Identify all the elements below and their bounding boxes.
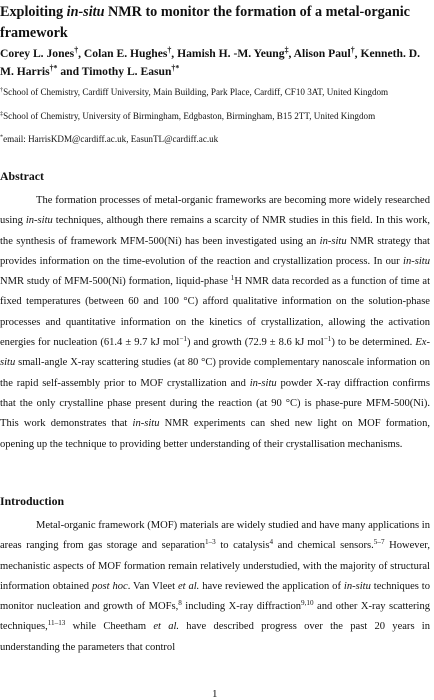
title-italic: in-situ (66, 4, 105, 20)
italic-text: in-situ (319, 235, 347, 247)
page-number: 1 (212, 688, 218, 700)
author-name: Alison Paul (293, 47, 351, 60)
email-mark: * (0, 133, 4, 141)
text-run: techniques to monitor nucleation and growth of MOFs, (0, 580, 430, 613)
affiliation-mark: ‡ (0, 110, 4, 118)
italic-text: in-situ (132, 418, 160, 430)
text-run: including X-ray diffraction (181, 601, 302, 613)
text-run: ) to be determined. (331, 337, 416, 349)
citation-superscript: −1 (179, 335, 187, 344)
text-run: have reviewed the application of (199, 580, 344, 592)
author-mark: †* (171, 63, 180, 73)
italic-text: Ex-situ (0, 337, 430, 369)
citation-superscript: 1 (230, 274, 235, 283)
affiliation-cardiff (0, 86, 430, 98)
title-suffix: NMR to monitor the formation of a metal-organic framework (0, 4, 410, 41)
text-run: ) and growth (72.9 ± 8.6 kJ mol (186, 337, 324, 349)
author-mark: ‡ (284, 45, 289, 55)
text-run: powder X-ray diffraction confirms that the only crystalline phase present during the reaction (at 90 °C) is phase-pure MFM-500(Ni). This work demonstrates that (0, 377, 430, 430)
contact-email (0, 133, 430, 145)
citation-superscript: −1 (323, 335, 332, 344)
author-list: Corey L. Jones†, Colan E. Hughes†, Hamish H. -M. Yeung‡, Alison Paul†, Kenneth. D. M. Harris†* and Timothy L. Easun†* (0, 45, 421, 78)
citation-superscript: 1–3 (205, 538, 216, 547)
author-mark: † (350, 45, 355, 55)
author-mark: † (74, 45, 79, 55)
citation-superscript: 11–13 (47, 619, 66, 628)
affiliation-text: School of Chemistry, Cardiff University, Main Building, Park Place, Cardiff, CF10 3AT, United Kingdom (3, 87, 389, 97)
text-run: and other X-ray scattering techniques, (0, 601, 431, 633)
text-run: H NMR data recorded as a function of time at fixed temperatures (between 60 and 100 °C) afford qualitative information on the solution-phase processes and quantitative information on the kinetics of crystallization, allowing the activation energies for nucleation (61.4 ± 9.7 kJ mol (0, 276, 430, 349)
abstract-heading: Abstract (0, 169, 44, 183)
author-name: Corey L. Jones (0, 47, 75, 60)
text-run: NMR experiments can shed new light on MOF formation, opening up the technique to providing better understanding of their crystallisation mechanisms. (0, 418, 430, 450)
author-name: Timothy L. Easun (81, 65, 172, 78)
italic-text: in-situ (25, 215, 53, 227)
text-run: and chemical sensors. (273, 540, 374, 552)
paper-title (0, 2, 430, 44)
title-prefix: Exploiting (0, 4, 67, 20)
text-run: NMR strategy that provides information on the time-evolution of the reaction and crystallization process. In our (0, 235, 430, 267)
author-mark: †* (49, 63, 58, 73)
author-name: Hamish H. -M. Yeung (177, 47, 285, 60)
abstract-paragraph (0, 191, 430, 455)
italic-text: et al. (153, 621, 180, 633)
citation-superscript: 8 (178, 599, 182, 608)
introduction-heading: Introduction (0, 494, 65, 508)
citation-superscript: 5–7 (373, 538, 385, 547)
email-text: email: HarrisKDM@cardiff.ac.uk, EasunTL@cardiff.ac.uk (3, 134, 219, 144)
citation-superscript: 4 (269, 538, 274, 547)
introduction-paragraph (0, 516, 430, 658)
citation-superscript: 9,10 (301, 599, 314, 608)
author-name: Colan E. Hughes (83, 47, 168, 60)
italic-text: et al. (177, 580, 200, 592)
author-name: Kenneth. D. M. Harris (0, 47, 421, 78)
text-run: have described progress over the past 20 years in understanding the parameters that control (0, 621, 430, 653)
text-run: . Van Vleet (127, 580, 178, 592)
italic-text: in-situ (343, 580, 371, 592)
affiliation-text: School of Chemistry, University of Birmingham, Edgbaston, Birmingham, B15 2TT, United Kingdom (3, 111, 376, 121)
author-mark: † (167, 45, 172, 55)
affiliation-mark: † (0, 86, 4, 94)
text-run: The formation processes of metal-organic frameworks are becoming more widely researched using (0, 195, 430, 227)
text-run: techniques, although there remains a scarcity of NMR studies in this field. In this work, the synthesis of framework MFM-500(Ni) has been investigated using an (0, 215, 430, 247)
italic-text: in-situ (249, 377, 277, 389)
text-run: to catalysis (215, 540, 270, 552)
italic-text: post hoc (91, 580, 128, 592)
text-run: NMR study of MFM-500(Ni) formation, liquid-phase (0, 276, 231, 288)
affiliation-birmingham (0, 110, 430, 122)
text-run: while Cheetham (65, 621, 154, 633)
text-run: However, mechanistic aspects of MOF formation remain relatively understudied, with the majority of structural information obtained (0, 540, 430, 592)
italic-text: in-situ (403, 255, 430, 267)
text-run: small-angle X-ray scattering studies (at 80 °C) provide complementary nanoscale information on the rapid self-assembly prior to MOF crystallization and (0, 357, 430, 389)
text-run: Metal-organic framework (MOF) materials are widely studied and have many applications in areas ranging from gas storage and separation (0, 520, 430, 552)
